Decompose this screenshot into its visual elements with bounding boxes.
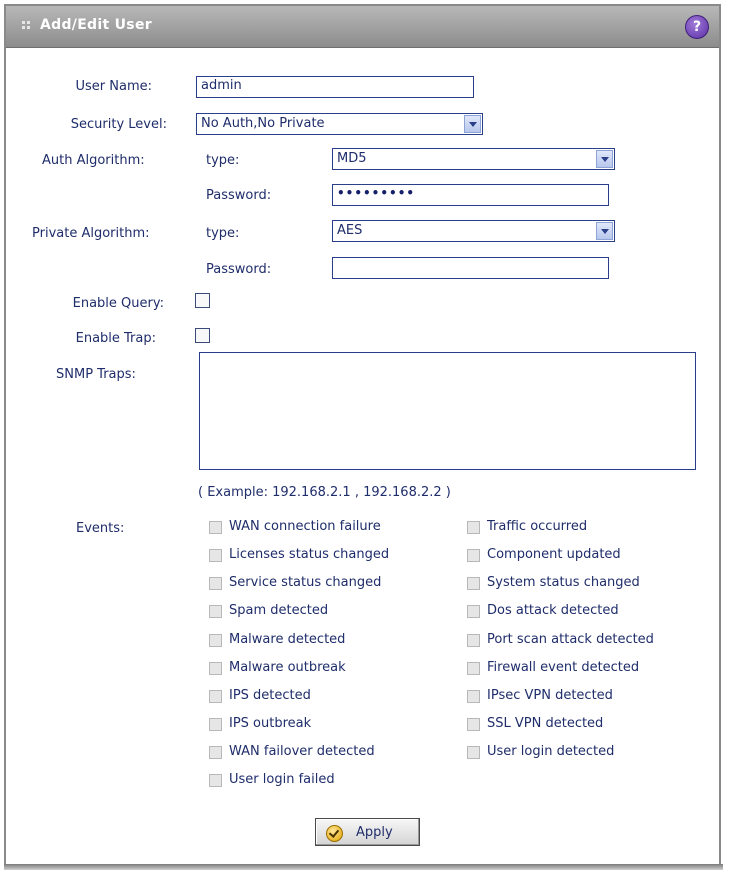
help-icon[interactable]: ? (685, 15, 709, 39)
auth-type-select[interactable] (332, 148, 615, 170)
events-label: Events: (76, 521, 125, 536)
event-checkbox[interactable] (209, 718, 222, 731)
user-name-input[interactable]: admin (196, 76, 474, 98)
event-checkbox[interactable] (467, 718, 480, 731)
private-password-label: Password: (206, 262, 272, 277)
event-label: SSL VPN detected (487, 716, 604, 731)
event-label: Malware detected (229, 632, 346, 647)
event-checkbox[interactable] (209, 774, 222, 787)
event-label: Dos attack detected (487, 603, 619, 618)
add-edit-user-panel (4, 4, 721, 866)
auth-password-label: Password: (206, 188, 272, 203)
private-type-label: type: (206, 226, 240, 241)
private-type-value: AES (337, 223, 363, 238)
grip-icon (22, 21, 32, 31)
event-label: Firewall event detected (487, 660, 640, 675)
enable-trap-label: Enable Trap: (75, 331, 156, 346)
event-checkbox[interactable] (467, 662, 480, 675)
event-checkbox[interactable] (467, 549, 480, 562)
event-checkbox[interactable] (209, 662, 222, 675)
event-label: User login failed (229, 772, 335, 787)
event-checkbox[interactable] (209, 521, 222, 534)
event-label: Service status changed (229, 575, 382, 590)
event-label: WAN failover detected (229, 744, 375, 759)
enable-query-checkbox[interactable] (195, 293, 210, 308)
snmp-example-text: ( Example: 192.168.2.1 , 192.168.2.2 ) (198, 485, 451, 500)
event-label: User login detected (487, 744, 615, 759)
event-checkbox[interactable] (209, 746, 222, 759)
private-type-select[interactable] (332, 220, 615, 242)
event-checkbox[interactable] (209, 577, 222, 590)
event-checkbox[interactable] (467, 521, 480, 534)
event-checkbox[interactable] (467, 746, 480, 759)
event-checkbox[interactable] (209, 605, 222, 618)
event-checkbox[interactable] (209, 690, 222, 703)
snmp-traps-label: SNMP Traps: (56, 367, 136, 382)
chevron-down-icon (596, 150, 613, 168)
event-label: WAN connection failure (229, 519, 381, 534)
panel-title: Add/Edit User (40, 17, 152, 33)
chevron-down-icon (464, 115, 481, 133)
snmp-traps-textarea[interactable] (199, 352, 696, 470)
user-name-label: User Name: (75, 79, 152, 94)
event-label: Traffic occurred (487, 519, 588, 534)
auth-algorithm-label: Auth Algorithm: (42, 153, 145, 168)
auth-type-value: MD5 (337, 151, 367, 166)
event-checkbox[interactable] (209, 634, 222, 647)
event-label: Spam detected (229, 603, 329, 618)
event-checkbox[interactable] (467, 634, 480, 647)
enable-query-label: Enable Query: (72, 296, 164, 311)
event-checkbox[interactable] (467, 690, 480, 703)
event-label: System status changed (487, 575, 640, 590)
event-label: Licenses status changed (229, 547, 390, 562)
event-checkbox[interactable] (467, 605, 480, 618)
event-label: IPsec VPN detected (487, 688, 613, 703)
event-label: Malware outbreak (229, 660, 346, 675)
security-level-select[interactable] (196, 113, 483, 135)
auth-password-input[interactable]: ••••••••• (332, 184, 609, 206)
apply-button-label: Apply (356, 825, 393, 840)
event-label: IPS outbreak (229, 716, 312, 731)
auth-type-label: type: (206, 153, 240, 168)
event-label: IPS detected (229, 688, 311, 703)
security-level-label: Security Level: (70, 117, 167, 132)
event-label: Component updated (487, 547, 621, 562)
chevron-down-icon (596, 222, 613, 240)
enable-trap-checkbox[interactable] (195, 328, 210, 343)
panel-bottom-border (4, 864, 723, 870)
check-icon (326, 825, 343, 842)
event-checkbox[interactable] (209, 549, 222, 562)
title-bar (6, 6, 719, 48)
private-password-input[interactable] (332, 257, 609, 279)
event-checkbox[interactable] (467, 577, 480, 590)
event-label: Port scan attack detected (487, 632, 654, 647)
apply-button[interactable] (315, 818, 420, 846)
security-level-value: No Auth,No Private (201, 116, 325, 131)
private-algorithm-label: Private Algorithm: (32, 226, 150, 241)
